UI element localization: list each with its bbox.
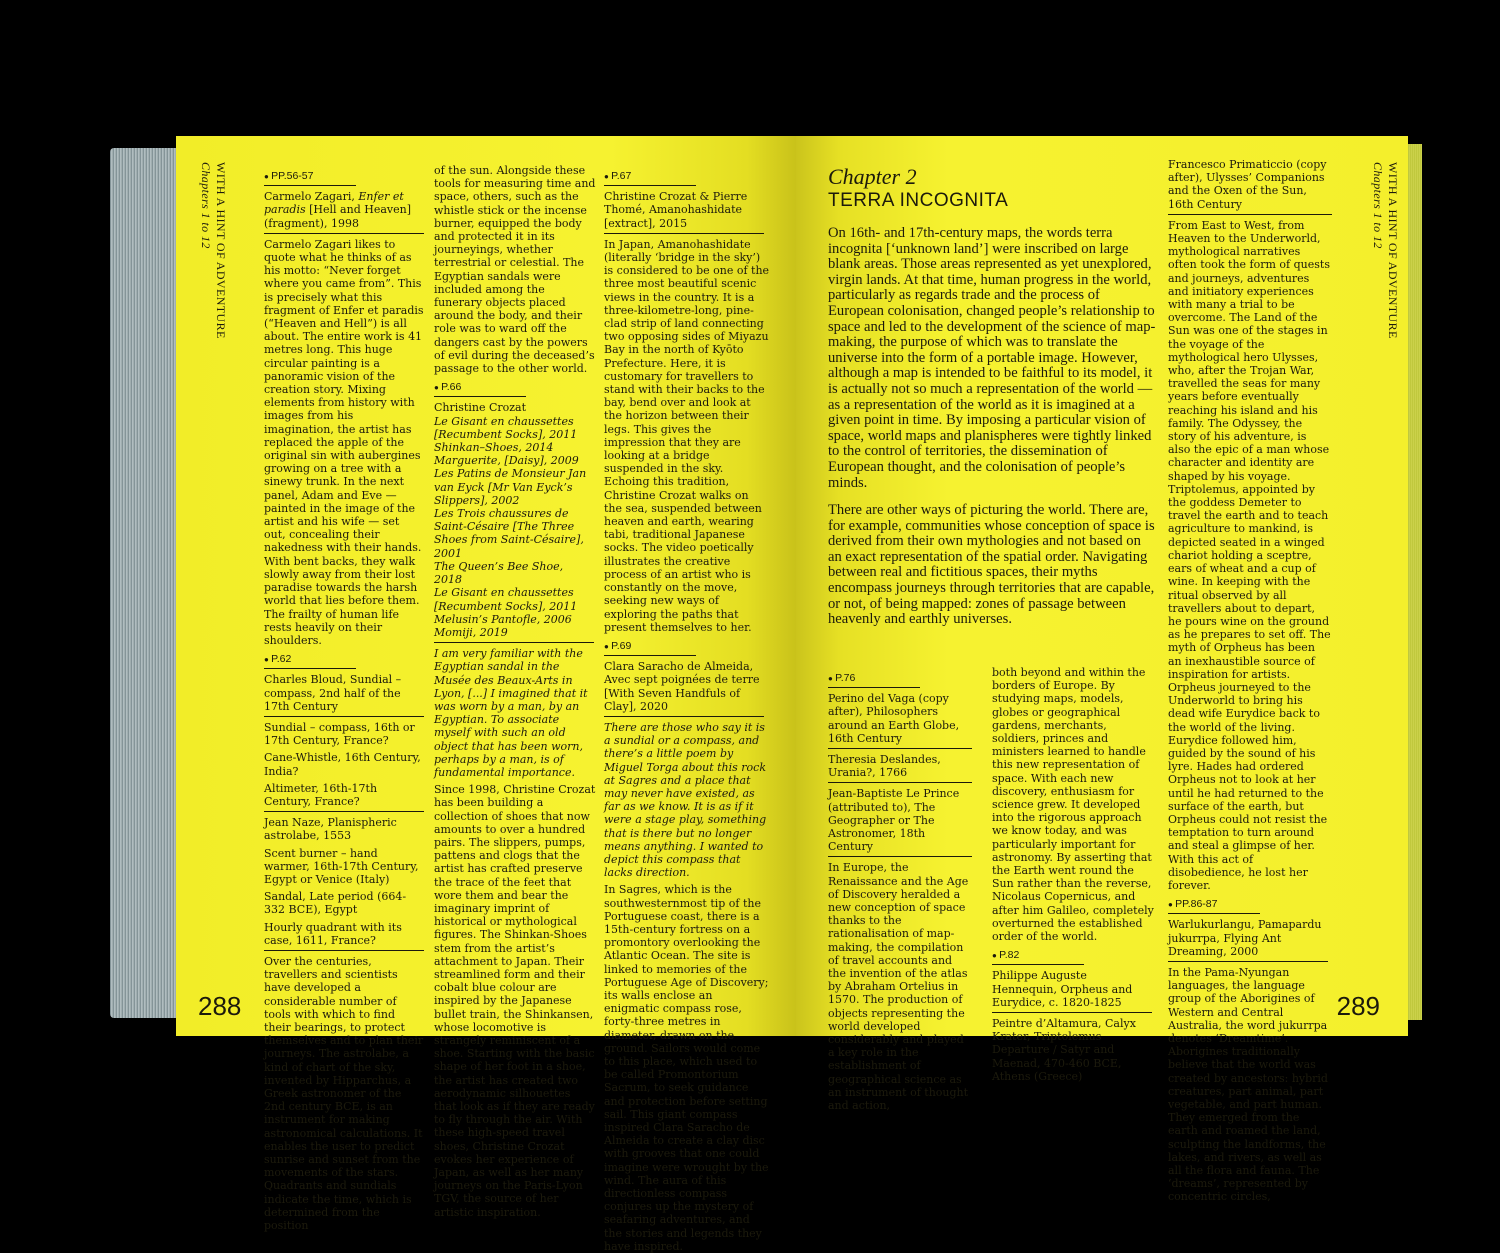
page-ref: ● PP.56-57 (264, 170, 356, 186)
body-text: In Japan, Amanohashidate (literally ‘bridge in the sky’) is considered to be one of the three most beautiful scenic views in the country. It is a three-kilometre-long, pine-clad strip of land connecting two opposing sides of Miyazu Bay in the north of Kyōto Prefecture. Here, it is customary for travellers to stand with their backs to the bay, bend over and look at the horizon between their legs. This gives the impression that they are looking at a bridge suspended in the sky. Echoing this tradition, Christine Crozat walks on the sea, suspended between heaven and earth, wearing tabi, traditional Japanese socks. The video poetically illustrates the creative process of an artist who is constantly on the move, seeking new ways of exploring the paths that present themselves to her. (604, 237, 770, 634)
running-head-left (198, 162, 228, 339)
body-text: both beyond and within the borders of Europe. By studying maps, models, globes or geographical gardens, merchants, soldiers, princes and ministers learned to handle this new representation of space. With each new discovery, enthusiasm for science grew. It developed into the rigorous approach we know today, and was particularly important for astronomy. By asserting that the Earth went round the Sun rather than the reverse, Nicolaus Copernicus, and after him Galileo, completely overturned the established order of the world. (992, 666, 1154, 944)
running-head-subtitle: Chapters 1 to 12 (1371, 162, 1385, 249)
artwork-caption: Theresia Deslandes, Urania?, 1766 (828, 753, 972, 783)
page-number: 288 (198, 991, 242, 1021)
page-ref: ● P.67 (604, 170, 696, 186)
right-column-b (992, 666, 1154, 1083)
intro-paragraph: There are other ways of picturing the world. There are, for example, communities whose conception of space is derived from their own mythologies and not based on an exact representation of the spatial order. Navigating between real and fictitious spaces, their myths encompass journeys through territories that are capable, or not, of being mapped: zones of passage between heavenly and earthly universes. (828, 502, 1155, 628)
right-column-c (1168, 158, 1332, 1204)
running-head-title: WITH A HINT OF ADVENTURE (1386, 162, 1400, 339)
object-caption: Cane-Whistle, 16th Century, India? (264, 751, 421, 778)
artwork-caption: Warlukurlangu, Pamapardu jukurrpa, Flying Ant Dreaming, 2000 (1168, 918, 1328, 962)
body-text: Since 1998, Christine Crozat has been building a collection of shoes that now amounts to over a hundred pairs. The slippers, pumps, pattens and clogs that the artist has crafted preserve the trace of the feet that wore them and bear the imaginary imprint of historical or mythological figures. The Shinkan-Shoes stem from the artist’s attachment to Japan. Their streamlined form and their cobalt blue colour are inspired by the Japanese bullet train, the Shinkansen, whose locomotive is strangely reminiscent of a shoe. Starting with the basic shape of her foot in a shoe, the artist has created two aerodynamic silhouettes that look as if they are ready to fly through the air. With these high-speed travel shoes, Christine Crozat evokes her experience of Japan, as well as her many journeys on the Paris-Lyon TGV, the source of her artistic inspiration. (434, 783, 596, 1219)
work-title: Momiji, 2019 (434, 625, 508, 639)
object-caption: Charles Bloud, Sundial – compass, 2nd half of the 17th Century (264, 673, 424, 717)
work-title: Melusin’s Pantofle, 2006 (434, 612, 572, 626)
running-head-subtitle: Chapters 1 to 12 (199, 162, 213, 249)
page-ref: ● P.76 (828, 672, 920, 688)
artwork-caption: Francesco Primaticcio (copy after), Ulysses’ Companions and the Oxen of the Sun, 16th Century (1168, 158, 1332, 215)
page-ref: ● PP.86-87 (1168, 898, 1260, 914)
object-caption: Scent burner – hand warmer, 16th-17th Century, Egypt or Venice (Italy) (264, 846, 419, 886)
left-column-1 (264, 164, 424, 1232)
body-text: of the sun. Alongside these tools for measuring time and space, others, such as the whistle stick or the incense burner, equipped the body and protected it in its journeyings, whether terrestrial or celestial. The Egyptian sandals were included among the funerary objects placed around the body, and their role was to ward off the dangers cast by the powers of evil during the deceased’s passage to the other world. (434, 164, 596, 376)
caption-title: Enfer et paradis (264, 190, 404, 217)
page-ref: ● P.62 (264, 653, 356, 669)
chapter-label: Chapter 2 (828, 164, 917, 189)
object-caption: Sundial – compass, 16th or 17th Century, France? (264, 720, 415, 748)
artwork-caption: Perino del Vaga (copy after), Philosophers around an Earth Globe, 16th Century (828, 692, 972, 749)
intro-paragraph: On 16th- and 17th-century maps, the words terra incognita [‘unknown land’] were inscribed on large blank areas. Those areas represented as yet unexplored, virgin lands. At that time, human progress in the world, particularly as regards trade and the process of European colonisation, changed people’s relationship to space and led to the development of the science of map-making, the purpose of which was to translate the universe into the form of a portable image. However, although a map is intended to be faithful to its model, it is actually not so much a representation of the world — as a representation of the world as it is imagined at a given point in time. By imposing a particular vision of space, world maps and planispheres were tightly linked to the control of territories, the dissemination of European thought, and the colonisation of people’s minds. (828, 225, 1156, 491)
right-column-a (828, 666, 972, 1112)
page-ref: ● P.69 (604, 640, 696, 656)
work-title: Les Trois chaussures de Saint-Césaire [The Three Shoes from Saint-Césaire], 2001 (434, 507, 584, 560)
work-title: Christine Crozat (434, 401, 527, 415)
chapter-title: TERRA INCOGNITA (828, 190, 1009, 211)
body-text: Carmelo Zagari likes to quote what he thinks of as his motto: “Never forget where you came from”. This is precisely what this fragment of Enfer et paradis (“Heaven and Hell”) is all about. The entire work is 41 metres long. This huge circular painting is a panoramic vision of the creation story. Mixing elements from history with images from his imagination, the artist has replaced the apple of the original sin with aubergines growing on a tree with a sinewy trunk. In the next panel, Adam and Eve — painted in the image of the artist and his wife — set out, concealing their nakedness with their hands. With bent backs, they walk slowly away from their lost paradise towards the harsh world that lies before them. The frailty of human life rests heavily on their shoulders. (264, 237, 424, 647)
body-text: In Europe, the Renaissance and the Age of Discovery heralded a new conception of space thanks to the rationalisation of map-making, the compilation of travel accounts and the invention of the atlas by Abraham Ortelius in 1570. The production of objects representing the world developed considerably and played a key role in the establishment of geographical science as an instrument of thought and action, (828, 861, 969, 1113)
artwork-caption: Christine Crozat & Pierre Thomé, Amanohashidate [extract], 2015 (604, 190, 764, 234)
body-text: From East to West, from Heaven to the Underworld, mythological narratives often took the form of quests and journeys, adventures and initiatory experiences with many a trial to be overcome. The Land of the Sun was one of the stages in the voyage of the mythological hero Ulysses, who, after the Trojan War, travelled the seas for many years before eventually reaching his island and his family. The Odyssey, the story of his adventure, is also the epic of a man whose character and identity are shaped by his voyage. Triptolemus, appointed by the goddess Demeter to travel the earth and to teach agriculture to mankind, is depicted seated in a winged chariot holding a sceptre, ears of wheat and a cup of wine. In keeping with the ritual observed by all travellers about to depart, he pours wine on the ground as he prepares to set off. The myth of Orpheus has been an inexhaustible source of inspiration for artists. Orpheus journeyed to the Underworld to bring his dead wife Eurydice back to the world of the living. Eurydice followed him, guided by the sound of his lyre. Hades had ordered Orpheus not to look at her until he had returned to the surface of the earth, but Orpheus could not resist the temptation to turn around and steal a glimpse of her. With this act of disobedience, he lost her forever. (1168, 218, 1331, 892)
artwork-caption (264, 190, 424, 234)
body-text: In Sagres, which is the southwesternmost tip of the Portuguese coast, there is a 15th-century fortress on a promontory overlooking the Atlantic Ocean. The site is linked to memories of the Portuguese Age of Discovery; its walls enclose an enigmatic compass rose, forty-three metres in diameter, drawn on the ground. Sailors would come to this place, which used to be called Promontorium Sacrum, to seek guidance and protection before setting sail. This giant compass inspired Clara Saracho de Almeida to create a clay disc with grooves that one could imagine were wrought by the wind. The aura of this directionless compass conjures up the mystery of seafaring adventures, and the stories and legends they have inspired. (604, 883, 769, 1253)
object-caption: Hourly quadrant with its case, 1611, France? (264, 921, 424, 951)
artist-quote: There are those who say it is a sundial or a compass, and there’s a little poem by Miguel Torga about this rock at Sagres and a place that may never have existed, as far as we know. It is as if it were a stage play, something that is there but no longer means anything. I wanted to depict this compass that lacks direction. (604, 720, 767, 880)
body-text: In the Pama-Nyungan languages, the language group of the Aborigines of Western and Central Australia, the word jukurrpa denotes ‘Dreamtime’. Aborigines traditionally believe that the world was created by ancestors: hybrid creatures, part animal, part vegetable, and part human. They emerged from the earth and roamed the land, sculpting the landforms, the lakes, and rivers, as well as all the flora and fauna. The ‘dreams’, represented by concentric circles, (1168, 965, 1328, 1204)
work-title: Le Gisant en chaussettes [Recumbent Socks], 2011 (434, 586, 578, 613)
artwork-caption: Philippe Auguste Hennequin, Orpheus and Eurydice, c. 1820-1825 (992, 969, 1152, 1013)
left-column-2 (434, 164, 596, 1219)
work-title: Marguerite, [Daisy], 2009 (434, 454, 579, 468)
page-edges-left (110, 148, 182, 1018)
body-text: Over the centuries, travellers and scientists have developed a considerable number of tools with which to find their bearings, to protect themselves and to plan their journeys. The astrolabe, a kind of chart of the sky, invented by Hipparchus, a Greek astronomer of the 2nd century BCE, is an instrument for making astronomical calculations. It enables the user to predict sunrise and sunset from the movements of the stars. Quadrants and sundials indicate the time, which is determined from the position (264, 954, 424, 1233)
caption-artist: Carmelo Zagari, (264, 190, 359, 204)
artwork-caption: Clara Saracho de Almeida, Avec sept poignées de terre [With Seven Handfuls of Clay], 2020 (604, 660, 764, 717)
page-number: 289 (1336, 991, 1380, 1021)
page-edges-right (1408, 144, 1422, 1020)
caption-detail: [Hell and Heaven] (fragment), 1998 (264, 203, 411, 230)
artist-quote: I am very familiar with the Egyptian sandal in the Musée des Beaux-Arts in Lyon, [...] I imagined that it was worn by a man, by an Egyptian. To associate myself with such an old object that has been worn, perhaps by a man, is of fundamental importance. (434, 647, 588, 779)
open-book (110, 136, 1422, 1253)
page-ref: ● P.66 (434, 381, 526, 397)
work-title: Shinkan–Shoes, 2014 (434, 441, 554, 455)
running-head-right (1370, 162, 1400, 339)
object-caption: Altimeter, 16th-17th Century, France? (264, 782, 424, 812)
left-page (176, 136, 796, 1253)
left-column-3 (604, 164, 770, 1253)
running-head-title: WITH A HINT OF ADVENTURE (214, 162, 228, 339)
object-caption: Sandal, Late period (664-332 BCE), Egypt (264, 890, 407, 917)
artwork-caption: Jean-Baptiste Le Prince (attributed to), The Geographer or The Astronomer, 18th Century (828, 787, 972, 857)
right-page (796, 136, 1408, 1204)
object-caption: Jean Naze, Planispheric astrolabe, 1553 (264, 816, 397, 843)
work-title: The Queen’s Bee Shoe, 2018 (434, 559, 564, 587)
artwork-caption: Peintre d’Altamura, Calyx Krater, Triptolemus Departure / Satyr and Maenad, 470-460 BCE, Athens (Greece) (992, 1017, 1136, 1083)
work-title: Le Gisant en chaussettes [Recumbent Socks], 2011 (434, 414, 578, 441)
work-title: Les Patins de Monsieur Jan van Eyck [Mr Van Eyck’s Slippers], 2002 (434, 467, 587, 507)
page-ref: ● P.82 (992, 949, 1084, 965)
works-list (434, 401, 594, 643)
chapter-intro (828, 226, 1158, 640)
